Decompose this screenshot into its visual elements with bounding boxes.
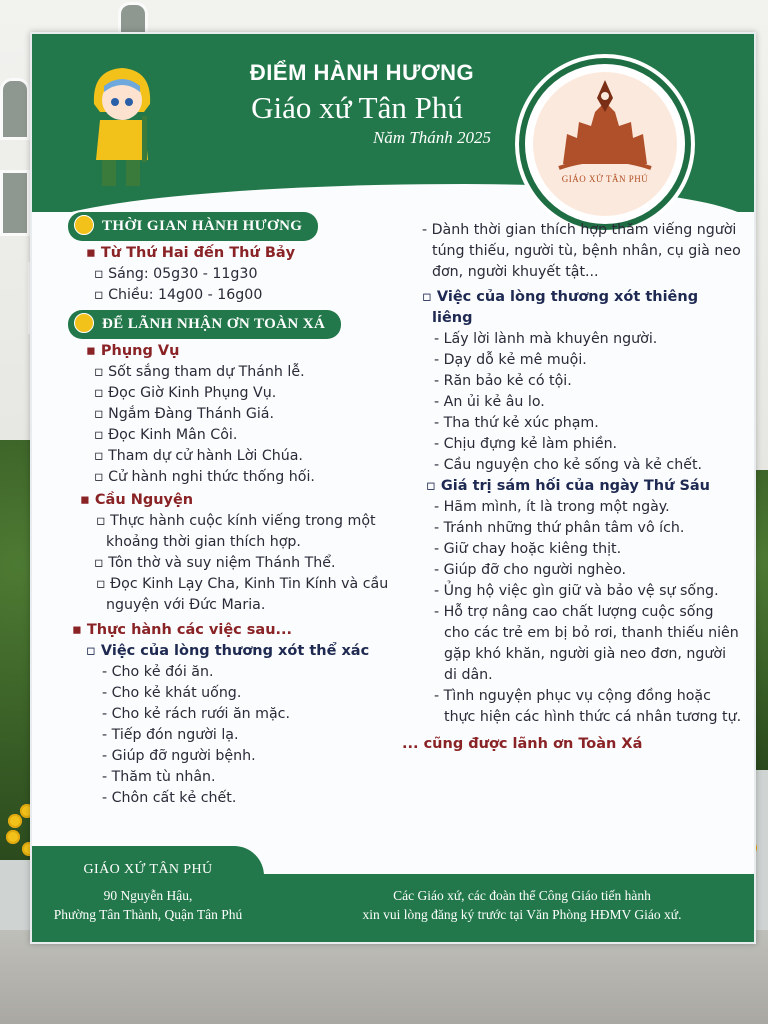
building-window [0, 78, 30, 140]
list-item: ▫ Ngắm Đàng Thánh Giá. [94, 406, 274, 422]
list-item: ▫ Tham dự cử hành Lời Chúa. [94, 448, 303, 464]
parish-logo [519, 58, 691, 230]
list-item: ▫ Đọc Kinh Lạy Cha, Kinh Tin Kính và cầu nguyện với Đức Maria. [96, 576, 389, 613]
header-title: ĐIỂM HÀNH HƯƠNG [249, 60, 475, 85]
corporal-heading: ▫ Việc của lòng thương xót thể xác [86, 643, 370, 659]
list-item: ▫ Đọc Kinh Mân Côi. [94, 427, 238, 443]
days-text: ▪ Từ Thứ Hai đến Thứ Bảy [86, 245, 296, 261]
liturgy-heading: ▪ Phụng Vụ [86, 343, 180, 359]
note-line: xin vui lòng đăng ký trước tại Văn Phòng HĐMV Giáo xứ. [362, 907, 682, 922]
list-item: ▫ Đọc Giờ Kinh Phụng Vụ. [94, 385, 277, 401]
list-item: - Cho kẻ rách rưới ăn mặc. [102, 706, 290, 722]
header-year: Năm Thánh 2025 [372, 128, 492, 147]
list-item: - Cho kẻ khát uống. [102, 685, 242, 701]
footer-note [302, 886, 742, 924]
list-item: - Thăm tù nhân. [102, 769, 216, 785]
morning-hours: ▫ Sáng: 05g30 - 11g30 [94, 266, 258, 282]
list-item: ▫ Cử hành nghi thức thống hối. [94, 469, 315, 485]
spiritual-heading: ▫ Việc của lòng thương xót thiêng liêng [422, 289, 699, 326]
list-item: - Răn bảo kẻ có tội. [434, 373, 572, 389]
friday-heading: ▫ Giá trị sám hối của ngày Thứ Sáu [426, 478, 710, 494]
closing-text: ... cũng được lãnh ơn Toàn Xá [402, 736, 643, 752]
list-item: - Cầu nguyện cho kẻ sống và kẻ chết. [434, 457, 703, 473]
pill-label: ĐỂ LÃNH NHẬN ƠN TOÀN XÁ [102, 316, 326, 332]
list-item: - Giúp đỡ người bệnh. [102, 748, 256, 764]
intro-text: - Dành thời gian thích hợp thăm viếng người túng thiếu, người tù, bệnh nhân, cụ già neo đơn, người khuyết tật... [422, 222, 741, 280]
background-ground [0, 930, 768, 1024]
header-subtitle: Giáo xứ Tân Phú [251, 90, 463, 125]
list-item: - Ủng hộ việc gìn giữ và bảo vệ sự sống. [434, 583, 719, 599]
list-item: ▫ Tôn thờ và suy niệm Thánh Thể. [94, 555, 336, 571]
pill-label: THỜI GIAN HÀNH HƯƠNG [102, 218, 303, 234]
list-item: - Giữ chay hoặc kiêng thịt. [434, 541, 622, 557]
list-item: - Cho kẻ đói ăn. [102, 664, 214, 680]
practice-heading: ▪ Thực hành các việc sau... [72, 622, 293, 638]
list-item: - Lấy lời lành mà khuyên người. [434, 331, 658, 347]
list-item: ▫ Sốt sắng tham dự Thánh lễ. [94, 364, 305, 380]
list-item: - Chịu đựng kẻ làm phiền. [434, 436, 618, 452]
footer-parish-name: GIÁO XỨ TÂN PHÚ [83, 862, 213, 877]
list-item: - Hỗ trợ nâng cao chất lượng cuộc sống cho các trẻ em bị bỏ rơi, thanh thiếu niên gặp khó khăn, người già neo đơn, người di dân. [434, 604, 739, 683]
mascot-icon [82, 64, 162, 194]
list-item: - Giúp đỡ cho người nghèo. [434, 562, 627, 578]
address-line: 90 Nguyễn Hậu, [103, 888, 193, 903]
list-item: - An ủi kẻ âu lo. [434, 394, 545, 410]
afternoon-hours: ▫ Chiều: 14g00 - 16g00 [94, 287, 263, 303]
address-line: Phường Tân Thành, Quận Tân Phú [53, 907, 243, 922]
list-item: ▫ Thực hành cuộc kính viếng trong một khoảng thời gian thích hợp. [96, 513, 376, 550]
list-item: - Dạy dỗ kẻ mê muội. [434, 352, 587, 368]
note-line: Các Giáo xứ, các đoàn thể Công Giáo tiến hành [393, 888, 651, 903]
list-item: - Tránh những thứ phân tâm vô ích. [434, 520, 685, 536]
church-logo-icon [533, 72, 677, 216]
logo-text: GIÁO XỨ TÂN PHÚ [561, 174, 649, 184]
list-item: - Tình nguyện phục vụ cộng đồng hoặc thực hiện các hình thức cá nhân tương tự. [434, 688, 742, 725]
mascot-small-icon [74, 215, 94, 235]
list-item: - Tiếp đón người lạ. [102, 727, 239, 743]
prayer-heading: ▪ Cầu Nguyện [80, 492, 194, 508]
section-pill [68, 310, 341, 339]
pilgrimage-board [30, 32, 756, 944]
section-pill [68, 212, 318, 241]
left-column [72, 212, 402, 809]
mascot-small-icon [74, 313, 94, 333]
right-column [402, 220, 742, 755]
footer-address [32, 886, 264, 924]
list-item: - Tha thứ kẻ xúc phạm. [434, 415, 599, 431]
building-window [0, 170, 30, 236]
list-item: - Chôn cất kẻ chết. [102, 790, 237, 806]
list-item: - Hãm mình, ít là trong một ngày. [434, 499, 670, 515]
